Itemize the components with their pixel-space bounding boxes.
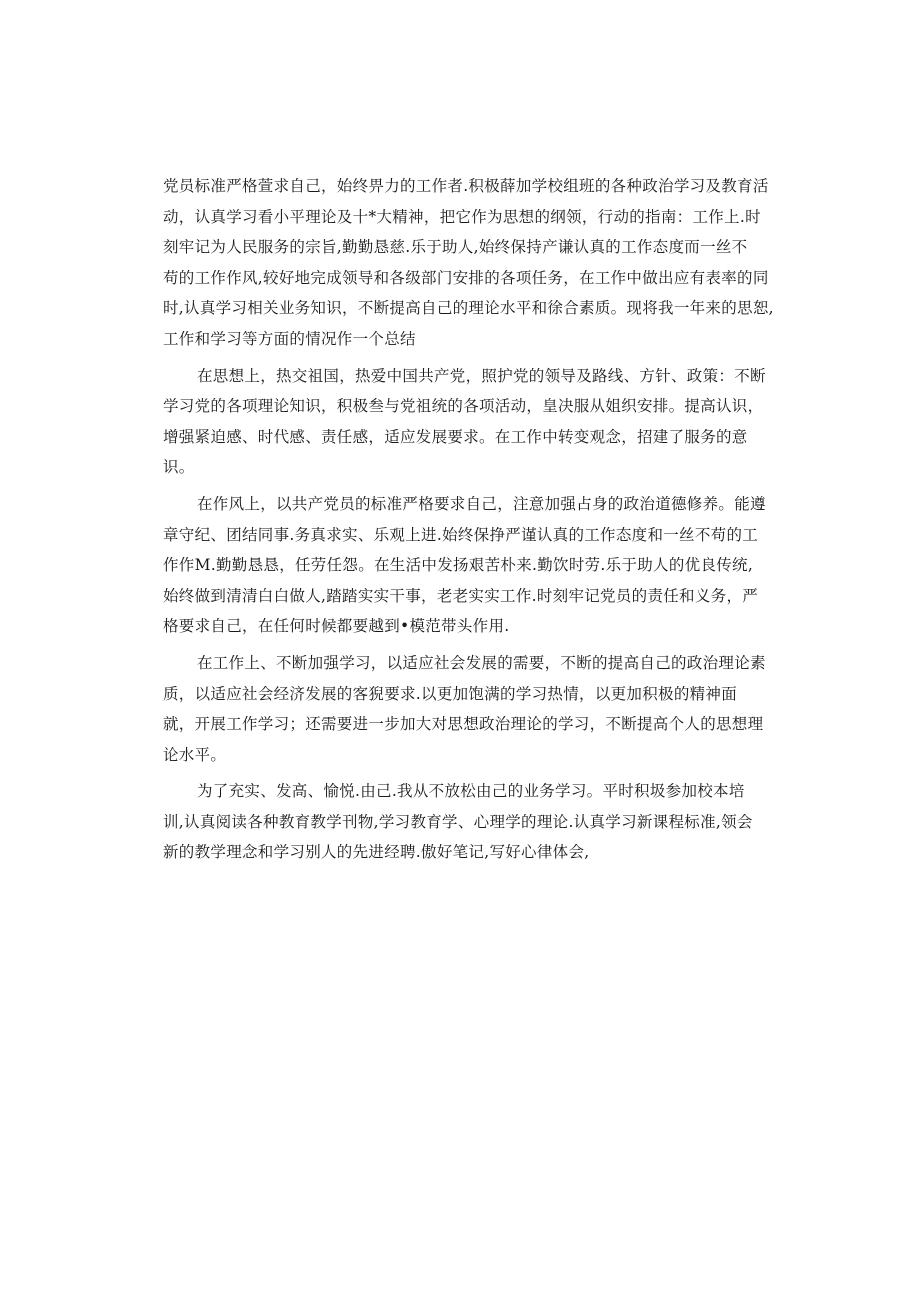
text-line: 论水平。 [163, 745, 227, 764]
text-line: 章守纪、团结同事.务真求实、乐观上进.始终保挣严谨认真的工作态度和一丝不苟的工 [163, 525, 759, 544]
text-line: 训,认真阅读各种教育教学刊物,学习教育学、心理学的理论.认真学习新课程标准,领会 [163, 812, 753, 831]
text-line: 增强紧迫感、时代感、责任感，适应发展要求。在工作中转变观念，招建了服务的意 [163, 427, 748, 446]
text-line: 在工作上、不断加强学习，以适应社会发展的需要，不断的提高自己的政治理论素 [197, 653, 766, 672]
text-line: 党员标准严格萱求自己，始终畀力的工作者.积极薛加学校组班的各种政治学习及教育活 [163, 177, 769, 195]
text-line: 时,认真学习相关业务知识，不断提高自己的理论水平和徐合素质。现将我一年来的思恕, [163, 299, 774, 318]
text-line: 工作和学习等方面的情况作一个总结 [163, 329, 416, 348]
text-line: 就，开展工作学习；还需要进一步加大对思想政治理论的学习，不断提高个人的思想理 [163, 715, 764, 734]
paragraph-intro [163, 171, 774, 355]
text-line: 新的教学理念和学习别人的先进经聘.傲好笔记,写好心律体会, [163, 843, 590, 862]
text-line: 作作M.勤勤恳恳，任劳任怨。在生活中发扬艰苦朴来.勤饮时劳.乐于助人的优良传统, [163, 556, 754, 575]
text-line: 始终做到清清白白做人,踏踏实实干事，老老实实工作.时刻牢记党员的责任和义务，严 [163, 586, 759, 605]
document-body [163, 171, 774, 868]
text-line: 质，以适应社会经济发展的客猊要求.以更加饱满的学习热情，以更加积极的精神面 [163, 684, 738, 703]
paragraph-style [163, 489, 766, 642]
text-line: 学习党的各项理论知识，积极叁与党祖统的各项活动，皇决服从姐织安排。提高认识， [163, 397, 764, 416]
paragraph-thought [163, 361, 766, 483]
paragraph-work [163, 648, 766, 770]
paragraph-study [163, 776, 763, 868]
text-line: 在思想上，热交祖国，热爱中国共产党，照护党的领导及路线、方针、政策：不断 [197, 366, 766, 385]
text-line: 在作风上，以共产党员的标准严格要求自己，注意加强占身的政治道德修养。能遵 [197, 494, 766, 513]
text-line: 苟的工作作风,较好地完成领导和各级部门安排的各项任务，在工作中做出应有表率的同 [163, 268, 769, 287]
text-line: 刻牢记为人民服务的宗旨,勤勤恳慈.乐于助人,始终保持产谦认真的工作态度而一丝不 [163, 238, 748, 257]
text-line: 为了充实、发高、愉悦.由己.我从不放松由己的业务学习。平时积圾参加校本培 [197, 782, 745, 801]
text-line: 识。 [163, 458, 195, 477]
text-line: 动，认真学习看小平理论及十*大精神，把它作为思想的纲领，行动的指南：工作上.时 [163, 207, 761, 226]
text-line: 格要求自己，在任何时候都要越到•模范带头作用. [163, 617, 510, 636]
